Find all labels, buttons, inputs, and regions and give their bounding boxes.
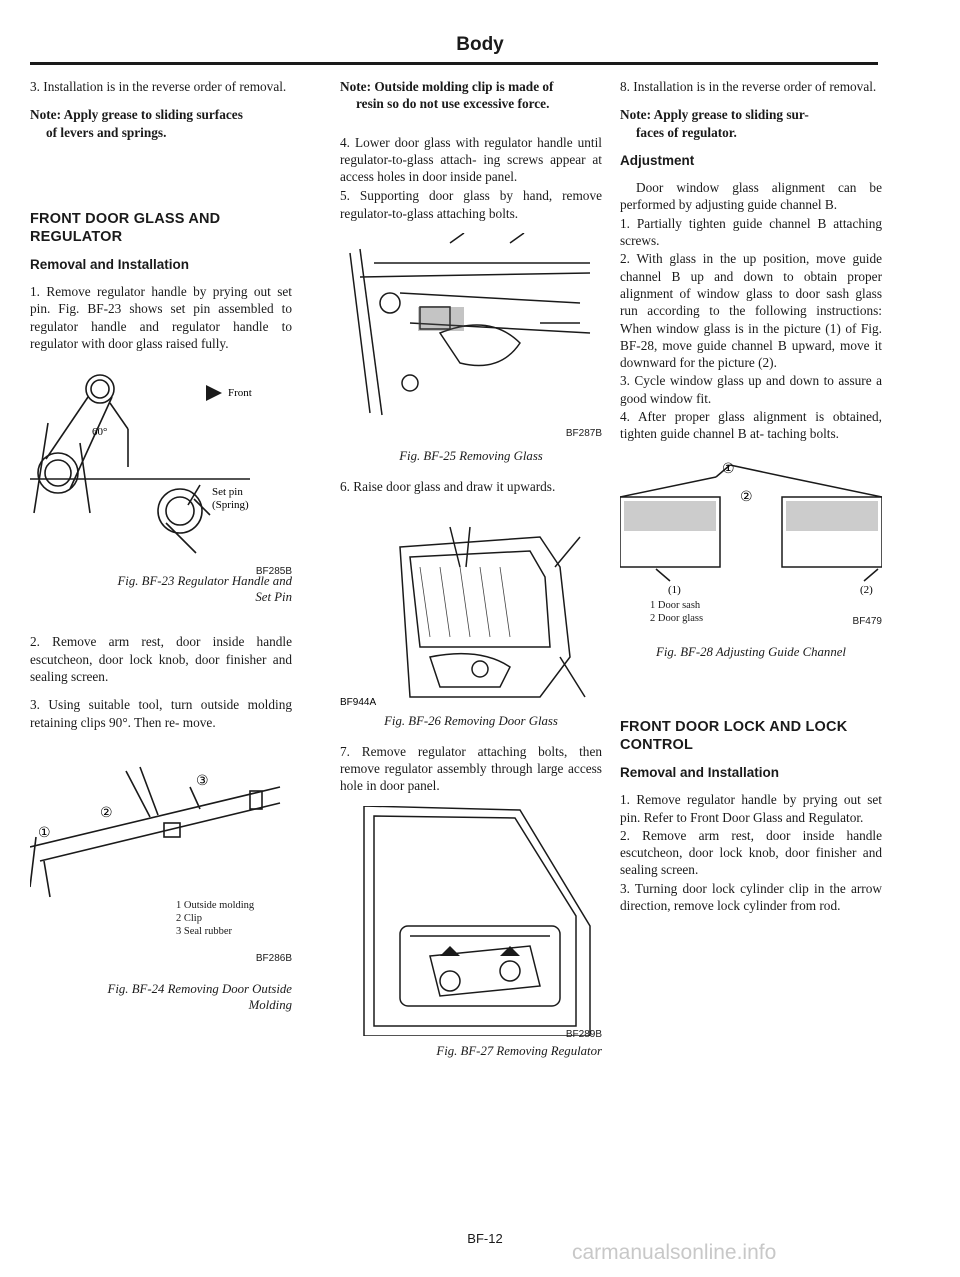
callout-1: ① bbox=[722, 460, 735, 477]
caption-line: Molding bbox=[248, 997, 292, 1012]
figure-code: BF289B bbox=[565, 1028, 602, 1040]
paragraph: 5. Supporting door glass by hand, remove regulator-to-glass attaching bolts. bbox=[340, 188, 602, 221]
column-3 bbox=[620, 78, 882, 925]
paragraph: 7. Remove regulator attaching bolts, then remove regulator assembly through large access hole in door panel. bbox=[340, 743, 602, 794]
note-line: Note: Outside molding clip is made of bbox=[340, 79, 554, 94]
section-heading: FRONT DOOR LOCK AND LOCK CONTROL bbox=[620, 718, 848, 753]
column-2 bbox=[340, 78, 602, 1073]
figure-legend bbox=[176, 899, 292, 938]
note-line: resin so do not use excessive force. bbox=[356, 96, 550, 112]
figure-code: BF287B bbox=[565, 428, 602, 440]
setpin-label: Set pin bbox=[212, 486, 243, 499]
page-footer bbox=[0, 1231, 960, 1246]
column-1 bbox=[30, 78, 292, 1027]
paragraph: 2. Remove arm rest, door inside handle escutcheon, door lock knob, door finisher and sealing screen. bbox=[30, 634, 292, 684]
paragraph: 8. Installation is in the reverse order of removal. bbox=[620, 79, 877, 94]
note-line: of levers and springs. bbox=[46, 124, 167, 140]
paragraph: 3. Installation is in the reverse order of removal. bbox=[30, 79, 287, 94]
picture-1-label: (1) bbox=[668, 583, 681, 596]
note bbox=[620, 106, 882, 141]
note bbox=[340, 78, 602, 113]
note-line: faces of regulator. bbox=[636, 124, 737, 140]
paragraph: 1. Remove regulator handle by prying out set pin. Fig. BF-23 shows set pin assembled to regulator handle and regulator handle to regulator with door glass raised fully. bbox=[30, 284, 292, 352]
figure-bf-23 bbox=[30, 363, 292, 593]
caption-line: Fig. BF-23 Regulator Handle and bbox=[117, 574, 292, 589]
page-header: Body bbox=[456, 34, 504, 55]
guide-channel-illustration bbox=[620, 457, 882, 607]
legend-item: 1 Door sash bbox=[650, 599, 701, 611]
paragraph: 1. Partially tighten guide channel B attaching screws. bbox=[620, 215, 882, 249]
figure-caption: Fig. BF-26 Removing Door Glass bbox=[384, 713, 558, 728]
figure-code: BF479 bbox=[852, 615, 882, 627]
header-rule bbox=[30, 62, 878, 65]
figure-code: BF944A bbox=[340, 696, 377, 707]
paragraph: 3. Turning door lock cylinder clip in the arrow direction, remove lock cylinder from rod. bbox=[620, 880, 882, 914]
legend-item: 2 Door glass bbox=[650, 612, 704, 624]
regulator-removal-illustration bbox=[340, 806, 602, 1036]
callout-1: ① bbox=[38, 824, 51, 841]
figure-code: BF286B bbox=[255, 952, 292, 964]
subsection-heading: Removal and Installation bbox=[30, 256, 190, 272]
paragraph: 1. Remove regulator handle by prying out set pin. Refer to Front Door Glass and Regulator. bbox=[620, 792, 882, 825]
setpin-label: (Spring) bbox=[212, 499, 249, 512]
subsection-heading: Removal and Installation bbox=[620, 764, 780, 780]
figure-bf-26 bbox=[340, 507, 602, 707]
glass-removal-illustration bbox=[340, 233, 602, 425]
paragraph: 4. Lower door glass with regulator handle until regulator-to-glass attach- ing screws appear at access holes in door inside panel. bbox=[340, 134, 602, 185]
callout-3: ③ bbox=[196, 772, 209, 789]
paragraph: 3. Cycle window glass up and down to assure a good window fit. bbox=[620, 373, 882, 406]
paragraph: 2. With glass in the up position, move guide channel B up and down to obtain proper alignment of window glass to door sash glass run according to the following instructions: When window glass is in the picture (1) of Fig. BF-28, move guide channel B upward, move it downward for the picture (2). bbox=[620, 251, 882, 371]
legend-item: 1 Outside molding bbox=[176, 899, 255, 911]
callout-2: ② bbox=[740, 488, 753, 505]
legend-item: 2 Clip bbox=[176, 912, 202, 924]
figure-caption: Fig. BF-27 Removing Regulator bbox=[436, 1043, 602, 1058]
paragraph: 6. Raise door glass and draw it upwards. bbox=[340, 479, 556, 495]
paragraph: 3. Using suitable tool, turn outside molding retaining clips 90°. Then re- move. bbox=[30, 697, 292, 730]
door-glass-removal-illustration bbox=[340, 507, 602, 707]
figure-caption: Fig. BF-28 Adjusting Guide Channel bbox=[656, 644, 846, 659]
caption-line: Fig. BF-24 Removing Door Outside bbox=[107, 981, 292, 996]
figure-bf-27 bbox=[340, 806, 602, 1043]
subsection-heading: Adjustment bbox=[620, 152, 695, 168]
note bbox=[30, 106, 292, 141]
figure-code: BF285B bbox=[255, 566, 292, 578]
door-molding-illustration bbox=[30, 757, 292, 907]
callout-2: ② bbox=[100, 804, 113, 821]
picture-2-label: (2) bbox=[860, 583, 873, 596]
paragraph: 2. Remove arm rest, door inside handle escutcheon, door lock knob, door finisher and sealing screen. bbox=[620, 827, 882, 878]
front-label: Front bbox=[228, 387, 252, 400]
figure-bf-24 bbox=[30, 757, 292, 1007]
caption-line: Set Pin bbox=[255, 590, 292, 605]
section-heading: FRONT DOOR GLASS AND REGULATOR bbox=[30, 210, 221, 245]
figure-caption: Fig. BF-25 Removing Glass bbox=[399, 449, 543, 464]
paragraph: 4. After proper glass alignment is obtained, tighten guide channel B at- taching bolts. bbox=[620, 409, 882, 442]
figure-bf-25 bbox=[340, 233, 602, 442]
watermark: carmanualsonline.info bbox=[572, 1241, 777, 1264]
paragraph: Door window glass alignment can be performed by adjusting guide channel B. bbox=[620, 180, 882, 213]
note-line: Note: Apply grease to sliding surfaces bbox=[30, 107, 243, 123]
angle-label: 60° bbox=[92, 426, 108, 439]
legend-item: 3 Seal rubber bbox=[176, 925, 232, 937]
page-number: BF-12 bbox=[467, 1231, 503, 1246]
regulator-handle-illustration bbox=[30, 363, 292, 563]
note-line: Note: Apply grease to sliding sur- bbox=[620, 107, 809, 123]
figure-bf-28 bbox=[620, 457, 882, 630]
